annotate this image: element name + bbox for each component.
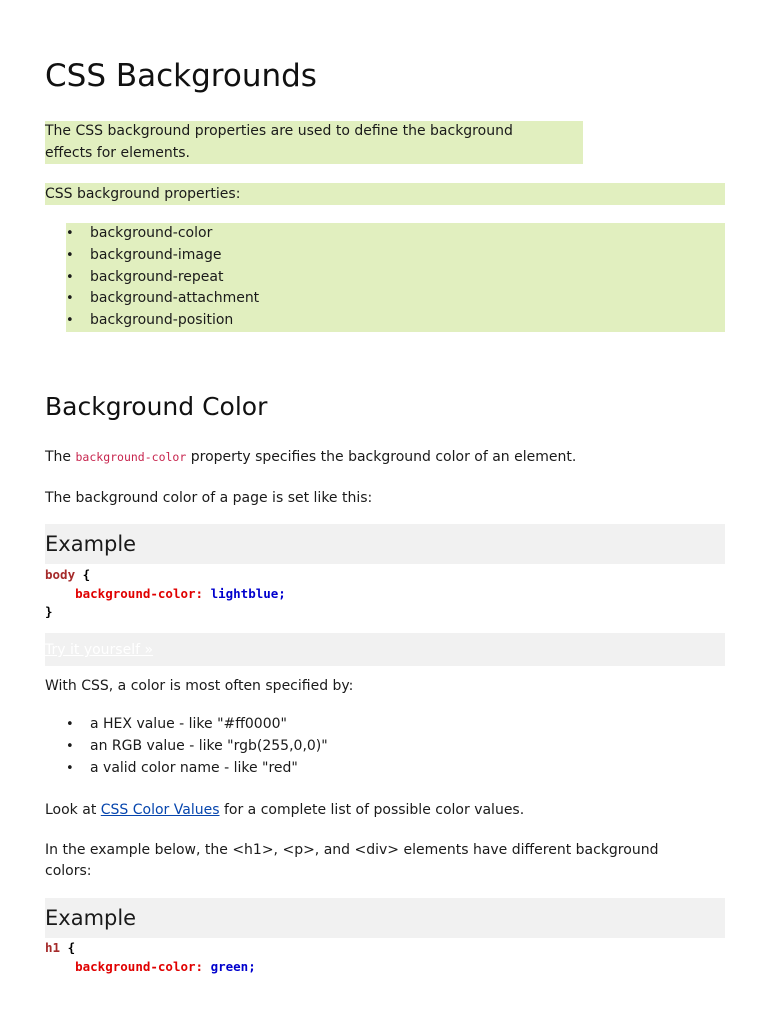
example-heading: Example: [45, 898, 725, 938]
code-brace: {: [75, 567, 91, 582]
text: The: [45, 449, 76, 465]
text: colors:: [45, 863, 92, 879]
try-it-yourself-link[interactable]: Try it yourself »: [45, 642, 154, 658]
list-item: • background-position: [66, 310, 725, 332]
code-example-1: [45, 566, 286, 622]
code-value: lightblue;: [203, 585, 286, 601]
example-heading: Example: [45, 524, 725, 564]
look-at-paragraph: [45, 800, 524, 821]
properties-list: [66, 223, 725, 332]
code-property: background-color:: [75, 585, 204, 601]
inline-code: background-color: [75, 450, 187, 464]
code-example-2: [45, 939, 256, 976]
list-item: • background-attachment: [66, 288, 725, 310]
code-selector: body: [45, 567, 76, 582]
properties-label: CSS background properties:: [45, 183, 725, 205]
list-item: • background-repeat: [66, 267, 725, 289]
text: for a complete list of possible color values.: [219, 802, 525, 818]
intro-paragraph: [45, 121, 583, 164]
code-brace: {: [60, 940, 76, 955]
page-background-description: The background color of a page is set like this:: [45, 490, 373, 506]
color-intro: With CSS, a color is most often specified by:: [45, 678, 354, 694]
background-color-description: [45, 447, 576, 468]
list-item: • a HEX value - like "#ff0000": [66, 714, 566, 736]
code-brace: }: [45, 604, 53, 619]
css-color-values-link[interactable]: CSS Color Values: [100, 802, 220, 818]
try-it-bar: [45, 633, 725, 666]
example-below-paragraph: [45, 840, 658, 882]
code-property: background-color:: [75, 958, 204, 974]
text: Look at: [45, 802, 101, 818]
color-methods-list: [66, 714, 566, 779]
list-item: • a valid color name - like "red": [66, 758, 566, 780]
list-item: • background-color: [66, 223, 725, 245]
intro-line-1: The CSS background properties are used to define the background: [45, 123, 513, 139]
text: In the example below, the <h1>, <p>, and <div> elements have different background: [45, 842, 659, 858]
section-heading: Background Color: [45, 392, 268, 421]
page-title: CSS Backgrounds: [45, 58, 317, 94]
text: property specifies the background color of an element.: [186, 449, 577, 465]
code-value: green;: [203, 958, 256, 974]
intro-line-2: effects for elements.: [45, 144, 190, 161]
list-item: • an RGB value - like "rgb(255,0,0)": [66, 736, 566, 758]
code-selector: h1: [45, 940, 61, 955]
list-item: • background-image: [66, 245, 725, 267]
